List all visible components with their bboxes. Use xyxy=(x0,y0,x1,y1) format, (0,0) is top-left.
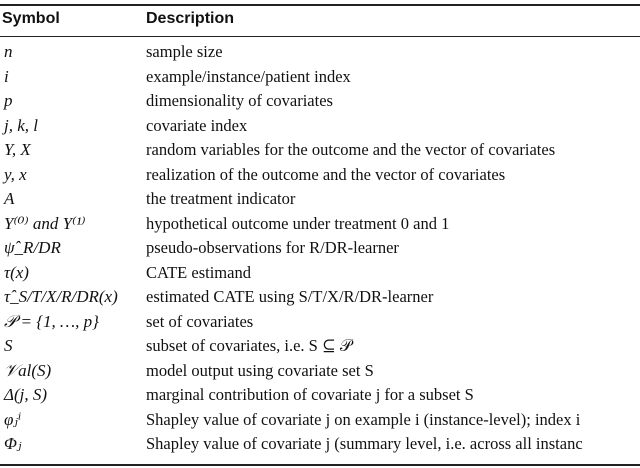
description-cell: model output using covariate set S xyxy=(146,360,374,380)
symbol-cell: y, x xyxy=(4,164,27,184)
table-row xyxy=(0,408,640,433)
symbol-cell: Y⁽⁰⁾ and Y⁽¹⁾ xyxy=(4,213,86,233)
header-symbol: Symbol xyxy=(2,10,60,27)
table-row xyxy=(0,236,640,261)
description-cell: dimensionality of covariates xyxy=(146,91,333,110)
table-row xyxy=(0,40,640,65)
table-row xyxy=(0,65,640,90)
symbol-cell: τ̂_S/T/X/R/DR(x) xyxy=(4,287,118,306)
table-row xyxy=(0,261,640,286)
description-cell: the treatment indicator xyxy=(146,189,296,208)
description-cell: Shapley value of covariate j on example i (instance-level); index i xyxy=(146,409,581,429)
symbol-cell: τ(x) xyxy=(4,262,29,282)
symbol-cell: n xyxy=(4,42,13,61)
table-body xyxy=(0,40,640,457)
description-cell: pseudo-observations for R/DR-learner xyxy=(146,238,399,257)
symbol-cell: Φⱼ xyxy=(4,434,22,453)
table-header xyxy=(0,8,640,34)
table-row xyxy=(0,212,640,237)
description-cell: set of covariates xyxy=(146,311,254,331)
description-cell: example/instance/patient index xyxy=(146,66,351,86)
table-row xyxy=(0,163,640,188)
table-row xyxy=(0,114,640,139)
symbol-cell: φⱼⁱ xyxy=(4,409,22,429)
description-cell: sample size xyxy=(146,42,223,61)
description-cell: covariate index xyxy=(146,115,248,135)
description-cell: subset of covariates, i.e. S ⊆ 𝒫 xyxy=(146,336,352,355)
symbol-cell: Y, X xyxy=(4,140,31,159)
symbol-cell: ψ̂_R/DR xyxy=(4,238,61,257)
description-cell: marginal contribution of covariate j for a subset S xyxy=(146,385,474,404)
header-description: Description xyxy=(146,10,235,27)
description-cell: CATE estimand xyxy=(146,262,251,282)
symbol-cell: Δ(j, S) xyxy=(4,385,48,404)
table-row xyxy=(0,285,640,310)
table-row xyxy=(0,89,640,114)
table-row xyxy=(0,383,640,408)
table-row xyxy=(0,187,640,212)
table-row xyxy=(0,334,640,359)
table-bottom-rule xyxy=(0,464,640,466)
symbol-cell: S xyxy=(4,336,13,355)
table-top-rule xyxy=(0,4,640,6)
table-row xyxy=(0,359,640,384)
symbol-cell: i xyxy=(4,66,9,86)
table-row xyxy=(0,432,640,457)
description-cell: estimated CATE using S/T/X/R/DR-learner xyxy=(146,287,434,306)
table-header-rule xyxy=(0,36,640,37)
table-row xyxy=(0,138,640,163)
symbol-cell: p xyxy=(4,91,13,110)
symbol-cell: j, k, l xyxy=(4,115,38,135)
symbol-cell: 𝒱al(S) xyxy=(4,360,52,380)
description-cell: hypothetical outcome under treatment 0 and 1 xyxy=(146,213,450,233)
symbol-cell: 𝒫 = {1, …, p} xyxy=(4,311,99,331)
table-row xyxy=(0,310,640,335)
description-cell: Shapley value of covariate j (summary level, i.e. across all instanc xyxy=(146,434,583,453)
description-cell: random variables for the outcome and the vector of covariates xyxy=(146,140,556,159)
symbol-cell: A xyxy=(4,189,15,208)
description-cell: realization of the outcome and the vector of covariates xyxy=(146,164,506,184)
